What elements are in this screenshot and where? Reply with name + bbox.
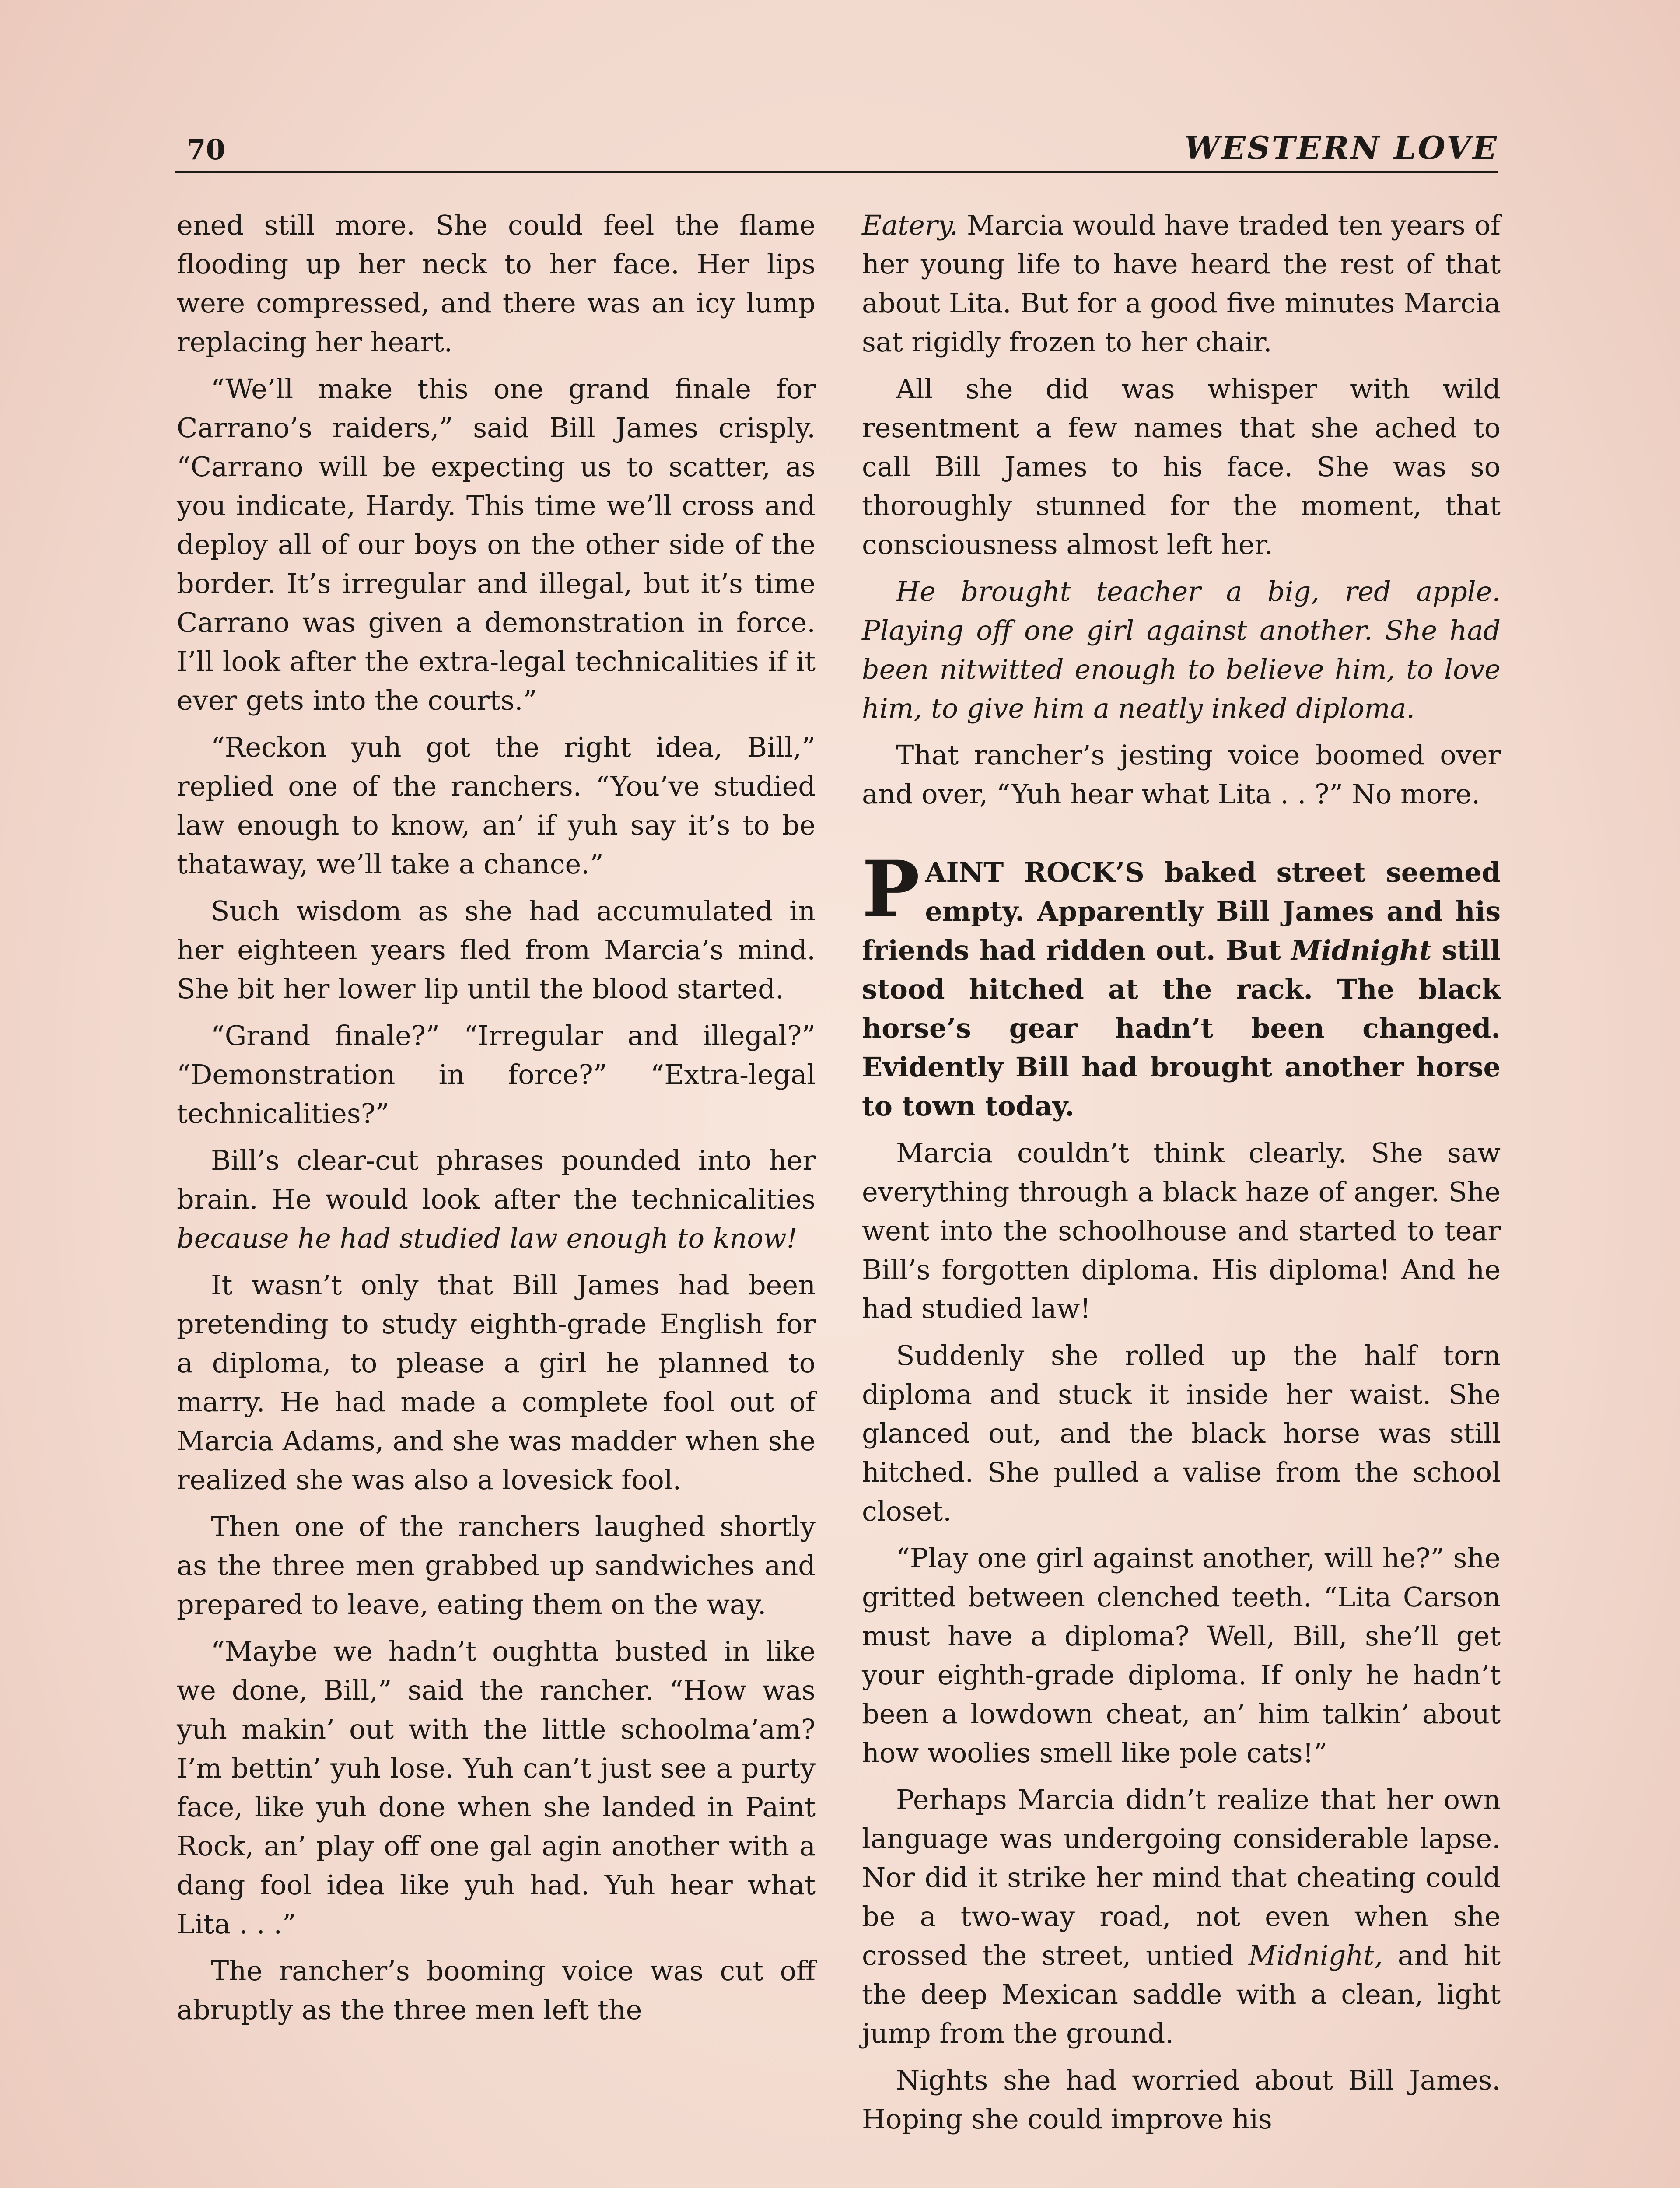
left-column bbox=[177, 206, 816, 2037]
paragraph-text: Perhaps Marcia didn’t realize that her own language was undergoing considerable lapse. Nor did it strike her mind that cheating could be a two-way road, not even when she crossed the street, untied bbox=[862, 1784, 1501, 1971]
page-header bbox=[175, 127, 1498, 173]
italic-text: because he had studied law enough to know! bbox=[177, 1222, 798, 1254]
italic-text: Midnight bbox=[1291, 934, 1432, 966]
paragraph bbox=[862, 206, 1501, 361]
paragraph: ened still more. She could feel the flame flooding up her neck to her face. Her lips were compressed, and there was an icy lump replacing her heart. bbox=[177, 209, 816, 358]
paragraph-text: AINT ROCK’S baked street seemed empty. Apparently Bill James and his friends had ridden out. But bbox=[862, 856, 1501, 966]
paragraph: All she did was whisper with wild resentment a few names that she ached to call Bill James to his face. She was so thoroughly stunned for the moment, that consciousness almost left her. bbox=[862, 373, 1501, 561]
paragraph-text: still stood hitched at the rack. The black horse’s gear hadn’t been changed. Evidently Bill had brought another horse to town today. bbox=[862, 934, 1501, 1122]
paragraph: That rancher’s jesting voice boomed over and over, “Yuh hear what Lita . . ?” No more. bbox=[862, 739, 1501, 810]
paragraph: “Reckon yuh got the right idea, Bill,” replied one of the ranchers. “You’ve studied law enough to know, an’ if yuh say it’s to be thataway, we’ll take a chance.” bbox=[177, 731, 816, 880]
section-opening-paragraph bbox=[862, 844, 1501, 1126]
paragraph: “Play one girl against another, will he?” she gritted between clenched teeth. “Lita Carson must have a diploma? Well, Bill, she’ll get your eighth-grade diploma. If only he hadn’t been a lowdown cheat, an’ him talkin’ about how woolies smell like pole cats!” bbox=[862, 1542, 1501, 1769]
paragraph bbox=[862, 1780, 1501, 2053]
page-number: 70 bbox=[186, 133, 226, 166]
paragraph-text: and hit the deep Mexican saddle with a clean, light jump from the ground. bbox=[862, 1939, 1501, 2049]
paragraph-text: Marcia would have traded ten years of her young life to have heard the rest of that about Lita. But for a good five minutes Marcia sat rigidly frozen to her chair. bbox=[862, 209, 1501, 358]
paragraph: It wasn’t only that Bill James had been pretending to study eighth-grade English for a diploma, to please a girl he planned to marry. He had made a complete fool out of Marcia Adams, and she was madder when she realized she was also a lovesick fool. bbox=[177, 1269, 816, 1496]
italic-text: Midnight, bbox=[1249, 1939, 1383, 1971]
paragraph: Such wisdom as she had accumulated in her eighteen years fled from Marcia’s mind. She bit her lower lip until the blood started. bbox=[177, 895, 816, 1005]
paragraph: Then one of the ranchers laughed shortly as the three men grabbed up sandwiches and prepared to leave, eating them on the way. bbox=[177, 1511, 816, 1620]
magazine-title: WESTERN LOVE bbox=[1184, 129, 1498, 166]
paragraph: “Grand finale?” “Irregular and illegal?” “Demonstration in force?” “Extra-legal technicalities?” bbox=[177, 1020, 816, 1129]
italic-paragraph: He brought teacher a big, red apple. Playing off one girl against another. She had been nitwitted enough to believe him, to love him, to give him a neatly inked diploma. bbox=[862, 575, 1501, 724]
right-column bbox=[862, 206, 1501, 2146]
paragraph: “Maybe we hadn’t oughtta busted in like we done, Bill,” said the rancher. “How was yuh makin’ out with the little schoolma’am? I’m bettin’ yuh lose. Yuh can’t just see a purty face, like yuh done when she landed in Paint Rock, an’ play off one gal agin another with a dang fool idea like yuh had. Yuh hear what Lita . . .” bbox=[177, 1635, 816, 1940]
paragraph: Suddenly she rolled up the half torn diploma and stuck it inside her waist. She glanced out, and the black horse was still hitched. She pulled a valise from the school closet. bbox=[862, 1339, 1501, 1527]
paragraph: Marcia couldn’t think clearly. She saw everything through a black haze of anger. She went into the schoolhouse and started to tear Bill’s forgotten diploma. His diploma! And he had studied law! bbox=[862, 1137, 1501, 1325]
paragraph: Nights she had worried about Bill James. Hoping she could improve his bbox=[862, 2064, 1501, 2135]
paragraph: The rancher’s booming voice was cut off abruptly as the three men left the bbox=[177, 1955, 816, 2026]
italic-text: Eatery. bbox=[862, 209, 958, 241]
drop-cap: P bbox=[862, 844, 920, 934]
paragraph: “We’ll make this one grand finale for Carrano’s raiders,” said Bill James crisply. “Carrano will be expecting us to scatter, as you indicate, Hardy. This time we’ll cross and deploy all of our boys on the other side of the border. It’s irregular and illegal, but it’s time Carrano was given a demonstration in force. I’ll look after the extra-legal technicalities if it ever gets into the courts.” bbox=[177, 373, 816, 716]
paragraph bbox=[177, 1141, 816, 1258]
paragraph-text: Bill’s clear-cut phrases pounded into her brain. He would look after the technicalities bbox=[177, 1144, 816, 1215]
